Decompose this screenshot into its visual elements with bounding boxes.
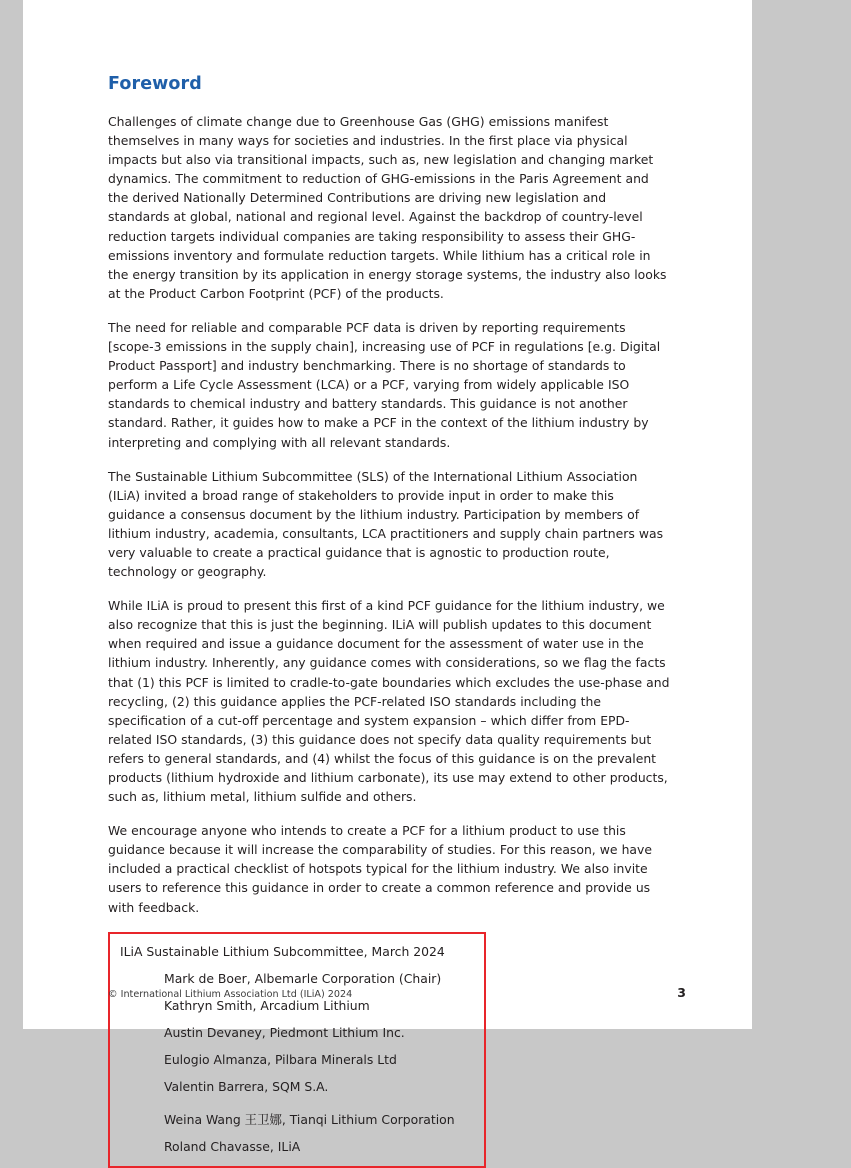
paragraph-3: The Sustainable Lithium Subcommittee (SLS) of the International Lithium Association (ILiA) invited a broad range of stakeholders to provide input in order to make this guidance a consensus document by the lithium industry. Participation by members of lithium industry, academia, consultants, LCA practitioners and supply chain partners was very valuable to create a practical guidance that is agnostic to production route, technology or geography. — [108, 468, 664, 580]
list-item: Roland Chavasse, ILiA — [164, 1138, 301, 1154]
document-page — [23, 0, 752, 1154]
paragraph-1: Challenges of climate change due to Greenhouse Gas (GHG) emissions manifest themselves in many ways for societies and industries. In the first place via physical impacts but also via transitional impacts, such as, new legislation and changing market dynamics. The commitment to reduction of GHG-emissions in the Paris Agreement and the derived Nationally Determined Contributions are driving new legislation and standards at global, national and regional level. Against the backdrop of country-level reduction targets individual companies are taking responsibility to assess their GHG-emissions inventory and formulate reduction targets. While lithium has a critical role in the energy transition by its application in energy storage systems, the industry also looks at the Product Carbon Footprint (PCF) of the products. — [108, 114, 667, 301]
paragraph-5: We encourage anyone who intends to create a PCF for a lithium product to use this guidance because it will increase the comparability of studies. For this reason, we have included a practical checklist of hotspots typical for the lithium industry. We also invite users to reference this guidance in order to create a common reference and provide us with feedback. — [108, 823, 652, 915]
signature-heading: ILiA Sustainable Lithium Subcommittee, March 2024 — [120, 943, 445, 959]
copyright-notice: © International Lithium Association Ltd (ILiA) 2024 — [108, 989, 353, 1000]
page-content — [108, 74, 671, 1168]
page-footer — [108, 985, 686, 1000]
signature-highlight-box — [108, 932, 486, 1168]
page-title: Foreword — [108, 74, 202, 94]
list-item: Weina Wang 王卫娜, Tianqi Lithium Corporation — [164, 1111, 455, 1127]
list-item: Valentin Barrera, SQM S.A. — [164, 1078, 329, 1094]
list-item: Mark de Boer, Albemarle Corporation (Chair) — [164, 970, 442, 986]
paragraph-2: The need for reliable and comparable PCF data is driven by reporting requirements [scope-3 emissions in the supply chain], increasing use of PCF in regulations [e.g. Digital Product Passport] and industry benchmarking. There is no shortage of standards to perform a Life Cycle Assessment (LCA) or a PCF, varying from widely applicable ISO standards to chemical industry and battery standards. This guidance is not another standard. Rather, it guides how to make a PCF in the context of the lithium industry by interpreting and complying with all relevant standards. — [108, 319, 661, 450]
paragraph-4: While ILiA is proud to present this first of a kind PCF guidance for the lithium industry, we also recognize that this is just the beginning. ILiA will publish updates to this document when required and issue a guidance document for the assessment of water use in the lithium industry. Inherently, any guidance comes with considerations, so we flag the facts that (1) this PCF is limited to cradle-to-gate boundaries which excludes the use-phase and recycling, (2) this guidance applies the PCF-related ISO standards including the specification of a cut-off percentage and system expansion – which differ from EPD-related ISO standards, (3) this guidance does not specify data quality requirements but refers to general standards, and (4) whilst the focus of this guidance is on the prevalent products (lithium hydroxide and lithium carbonate), its use may extend to other products, such as, lithium metal, lithium sulfide and others. — [108, 598, 670, 805]
page-number: 3 — [677, 985, 686, 1000]
list-item: Austin Devaney, Piedmont Lithium Inc. — [164, 1024, 405, 1040]
list-item: Kathryn Smith, Arcadium Lithium — [164, 997, 370, 1013]
list-item: Eulogio Almanza, Pilbara Minerals Ltd — [164, 1051, 397, 1067]
